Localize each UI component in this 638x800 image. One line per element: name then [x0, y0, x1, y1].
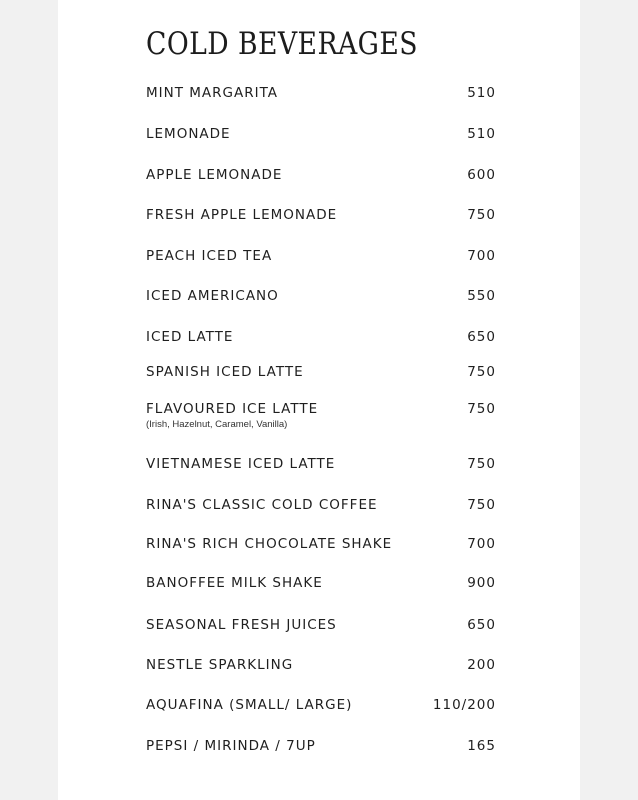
item-price: 165	[467, 738, 496, 754]
item-name: BANOFFEE MILK SHAKE	[146, 575, 323, 591]
menu-item	[146, 657, 496, 681]
item-name: RINA'S RICH CHOCOLATE SHAKE	[146, 536, 393, 552]
item-price: 650	[467, 617, 496, 633]
menu-item	[146, 207, 496, 231]
menu-item	[146, 536, 496, 560]
item-name: LEMONADE	[146, 126, 231, 142]
item-price: 550	[467, 288, 496, 304]
item-price: 510	[467, 126, 496, 142]
menu-item	[146, 248, 496, 272]
item-name: NESTLE SPARKLING	[146, 657, 294, 673]
item-name: PEPSI / MIRINDA / 7UP	[146, 738, 316, 754]
item-price: 700	[467, 248, 496, 264]
menu-item	[146, 126, 496, 150]
item-name: ICED LATTE	[146, 329, 234, 345]
item-price: 700	[467, 536, 496, 552]
menu-item	[146, 456, 496, 480]
item-name: RINA'S CLASSIC COLD COFFEE	[146, 497, 378, 513]
menu-item	[146, 401, 496, 437]
item-price: 750	[467, 207, 496, 223]
item-price: 600	[467, 167, 496, 183]
menu-item	[146, 167, 496, 191]
menu-item	[146, 697, 496, 721]
menu-item	[146, 85, 496, 109]
item-name: APPLE LEMONADE	[146, 167, 283, 183]
item-name: VIETNAMESE ICED LATTE	[146, 456, 336, 472]
menu-item	[146, 497, 496, 521]
menu-item	[146, 738, 496, 762]
menu-title: COLD BEVERAGES	[146, 26, 418, 62]
item-price: 750	[467, 497, 496, 513]
menu-item	[146, 617, 496, 641]
item-name: PEACH ICED TEA	[146, 248, 273, 264]
menu-item	[146, 288, 496, 312]
item-name: FLAVOURED ICE LATTE	[146, 401, 319, 417]
item-name: SPANISH ICED LATTE	[146, 364, 304, 380]
menu-item	[146, 329, 496, 353]
item-name: MINT MARGARITA	[146, 85, 279, 101]
item-name: SEASONAL FRESH JUICES	[146, 617, 337, 633]
item-price: 750	[467, 456, 496, 472]
item-name: ICED AMERICANO	[146, 288, 279, 304]
menu-item	[146, 364, 496, 388]
item-name: AQUAFINA (SMALL/ LARGE)	[146, 697, 353, 713]
item-price: 900	[467, 575, 496, 591]
item-price: 510	[467, 85, 496, 101]
item-note: (Irish, Hazelnut, Caramel, Vanilla)	[146, 419, 288, 430]
item-price: 650	[467, 329, 496, 345]
item-price: 750	[467, 401, 496, 417]
item-price: 200	[467, 657, 496, 673]
item-name: FRESH APPLE LEMONADE	[146, 207, 338, 223]
item-price: 110/200	[432, 697, 496, 713]
item-price: 750	[467, 364, 496, 380]
menu-item	[146, 575, 496, 599]
